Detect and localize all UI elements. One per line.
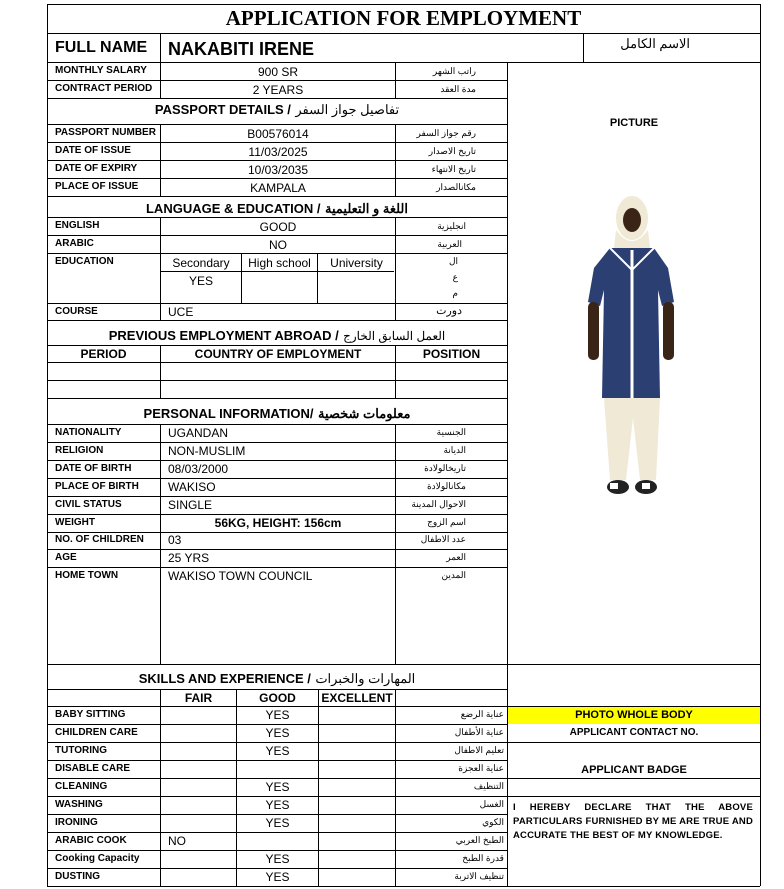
personal-row-label: PLACE OF BIRTH [55,481,139,492]
skill-row-good: YES [265,726,290,740]
personal-row-ar: تاريخالولادة [424,463,466,473]
previous-employment-title: PREVIOUS EMPLOYMENT ABROAD / [108,328,339,343]
fair-header: FAIR [184,691,213,705]
skill-row-label: Cooking Capacity [55,853,140,864]
skill-row-fair: NO [168,834,186,848]
skill-row-label: DISABLE CARE [55,763,131,774]
education-ar-1: ال [448,256,458,266]
language-section-header [47,200,507,218]
skill-row-ar: الكوي [482,817,504,827]
passport-row-label: PLACE OF ISSUE [55,181,139,192]
skill-row-ar: التنظيف [473,781,504,791]
full-name-label-ar: الاسم الكامل [620,36,690,51]
course-value: UCE [168,305,194,319]
skill-row-good: YES [265,780,290,794]
personal-row-value: 03 [168,533,182,547]
passport-row-ar: تاريخ الاصدار [428,146,476,156]
passport-row-value: 10/03/2035 [247,163,309,177]
passport-row-value: 11/03/2025 [248,145,308,159]
personal-row-value: WAKISO TOWN COUNCIL [168,569,313,583]
personal-row-value: 25 YRS [168,551,210,565]
personal-row-label: HOME TOWN [55,570,119,581]
skill-row-ar: الغسل [479,799,504,809]
skill-row-label: CHILDREN CARE [55,727,138,738]
contract-period-value: 2 YEARS [252,83,304,97]
language-section-title-ar: اللغة و التعليمية [324,201,409,216]
skill-row-label: ARABIC COOK [55,835,127,846]
personal-row-value: UGANDAN [168,426,229,440]
personal-row-ar: الاحوال المدينة [411,499,466,509]
contract-period-ar: مدة العقد [440,84,476,94]
skills-section-title: SKILLS AND EXPERIENCE / [138,671,311,686]
language-section-title: LANGUAGE & EDUCATION / [145,201,321,216]
passport-row-label: PASSPORT NUMBER [55,127,156,138]
previous-employment-header [47,327,507,345]
applicant-figure-illustration [570,190,690,505]
skill-row-label: DUSTING [55,871,100,882]
skill-row-ar: عناية العجزة [458,763,504,773]
picture-label: PICTURE [609,117,659,129]
passport-row-value: B00576014 [247,127,309,141]
personal-row-ar: عدد الاطفال [420,534,466,544]
skill-row-ar: عناية الأطفال [454,727,504,737]
education-label: EDUCATION [55,256,114,267]
personal-row-label: NATIONALITY [55,427,122,438]
education-ar-3: م [452,288,458,298]
period-header: PERIOD [80,347,127,361]
passport-row-value: KAMPALA [250,181,306,195]
position-header: POSITION [422,347,481,361]
personal-row-label: DATE OF BIRTH [55,463,132,474]
course-ar: دورت [436,305,462,317]
skill-row-ar: الطبخ العربي [455,835,504,845]
good-header: GOOD [259,691,296,705]
applicant-contact-label: APPLICANT CONTACT NO. [569,727,699,738]
personal-row-label: NO. OF CHILDREN [55,534,144,545]
personal-row-ar: الجنسية [436,427,466,437]
skill-row-good: YES [265,816,290,830]
skill-row-label: WASHING [55,799,103,810]
monthly-salary-label: MONTHLY SALARY [55,65,147,76]
skill-row-label: CLEANING [55,781,108,792]
personal-section-title-ar: معلومات شخصية [317,406,411,421]
form-title: APPLICATION FOR EMPLOYMENT [225,6,582,30]
course-label: COURSE [55,306,98,317]
personal-row-ar: الديانة [443,445,466,455]
previous-employment-title-ar: العمل السابق الخارج [343,329,446,343]
personal-row-value: 08/03/2000 [168,462,229,476]
english-ar: انجليزية [437,221,466,231]
passport-row-label: DATE OF EXPIRY [55,163,138,174]
monthly-salary-ar: راتب الشهر [432,66,476,76]
personal-row-label: AGE [55,552,77,563]
skill-row-ar: قدرة الطبخ [462,853,504,863]
skills-section-title-ar: المهارات والخبرات [315,671,416,686]
personal-row-value: WAKISO [168,480,216,494]
education-secondary-value: YES [188,274,213,288]
skill-row-label: BABY SITTING [55,709,126,720]
education-secondary: Secondary [172,256,230,270]
skill-row-good: YES [265,708,290,722]
country-header: COUNTRY OF EMPLOYMENT [194,347,362,361]
passport-row-label: DATE OF ISSUE [55,145,131,156]
education-high-school: High school [248,256,311,270]
personal-section-title: PERSONAL INFORMATION/ [143,406,314,421]
personal-row-ar: اسم الزوج [427,517,466,527]
skills-section-header [47,670,507,688]
skill-row-label: TUTORING [55,745,108,756]
arabic-label: ARABIC [55,238,94,249]
arabic-ar: العربية [437,239,462,249]
full-name-value: NAKABITI IRENE [168,39,315,59]
skill-row-ar: تنظيف الاتربة [454,871,504,881]
skill-row-ar: عناية الرضع [460,709,504,719]
monthly-salary-value: 900 SR [257,65,299,79]
skill-row-good: YES [265,744,290,758]
personal-section-header [47,405,507,423]
passport-section-title-ar: تفاصيل جواز السفر [295,102,400,117]
personal-row-label: CIVIL STATUS [55,499,122,510]
skill-row-label: IRONING [55,817,98,828]
personal-row-ar: مكانالولادة [426,481,466,491]
applicant-badge-label: APPLICANT BADGE [581,764,687,776]
passport-row-ar: مكانالصدار [436,182,476,192]
english-label: ENGLISH [55,220,100,231]
skill-row-good: YES [265,870,290,884]
passport-row-ar: رقم جواز السفر [416,128,476,138]
personal-row-label: RELIGION [55,445,104,456]
skill-row-good: YES [265,798,290,812]
education-ar-2: ع [452,272,458,282]
photo-whole-body-label: PHOTO WHOLE BODY [575,709,693,721]
personal-row-ar: المدين [441,570,466,580]
passport-section-header [47,101,507,119]
passport-section-title: PASSPORT DETAILS / [154,102,291,117]
skill-row-good: YES [265,852,290,866]
education-university: University [330,256,383,270]
contract-period-label: CONTRACT PERIOD [55,83,153,94]
applicant-photo [570,190,690,505]
passport-row-ar: تاريخ الانتهاء [431,164,476,174]
personal-row-label: WEIGHT [55,517,95,528]
declaration-text: I HEREBY DECLARE THAT THE ABOVE PARTICULARS FURNISHED BY ME ARE TRUE AND ACCURATE THE BEST OF MY KNOWLEDGE. [513,802,753,841]
skill-row-ar: تعليم الاطفال [454,745,504,755]
excellent-header: EXCELLENT [321,691,393,705]
personal-row-value: 56KG, HEIGHT: 156cm [214,516,342,530]
full-name-label: FULL NAME [55,39,148,56]
personal-row-ar: العمر [446,552,466,562]
english-value: GOOD [259,220,297,234]
personal-row-value: SINGLE [168,498,213,512]
personal-row-value: NON-MUSLIM [168,444,246,458]
arabic-value: NO [269,238,287,252]
